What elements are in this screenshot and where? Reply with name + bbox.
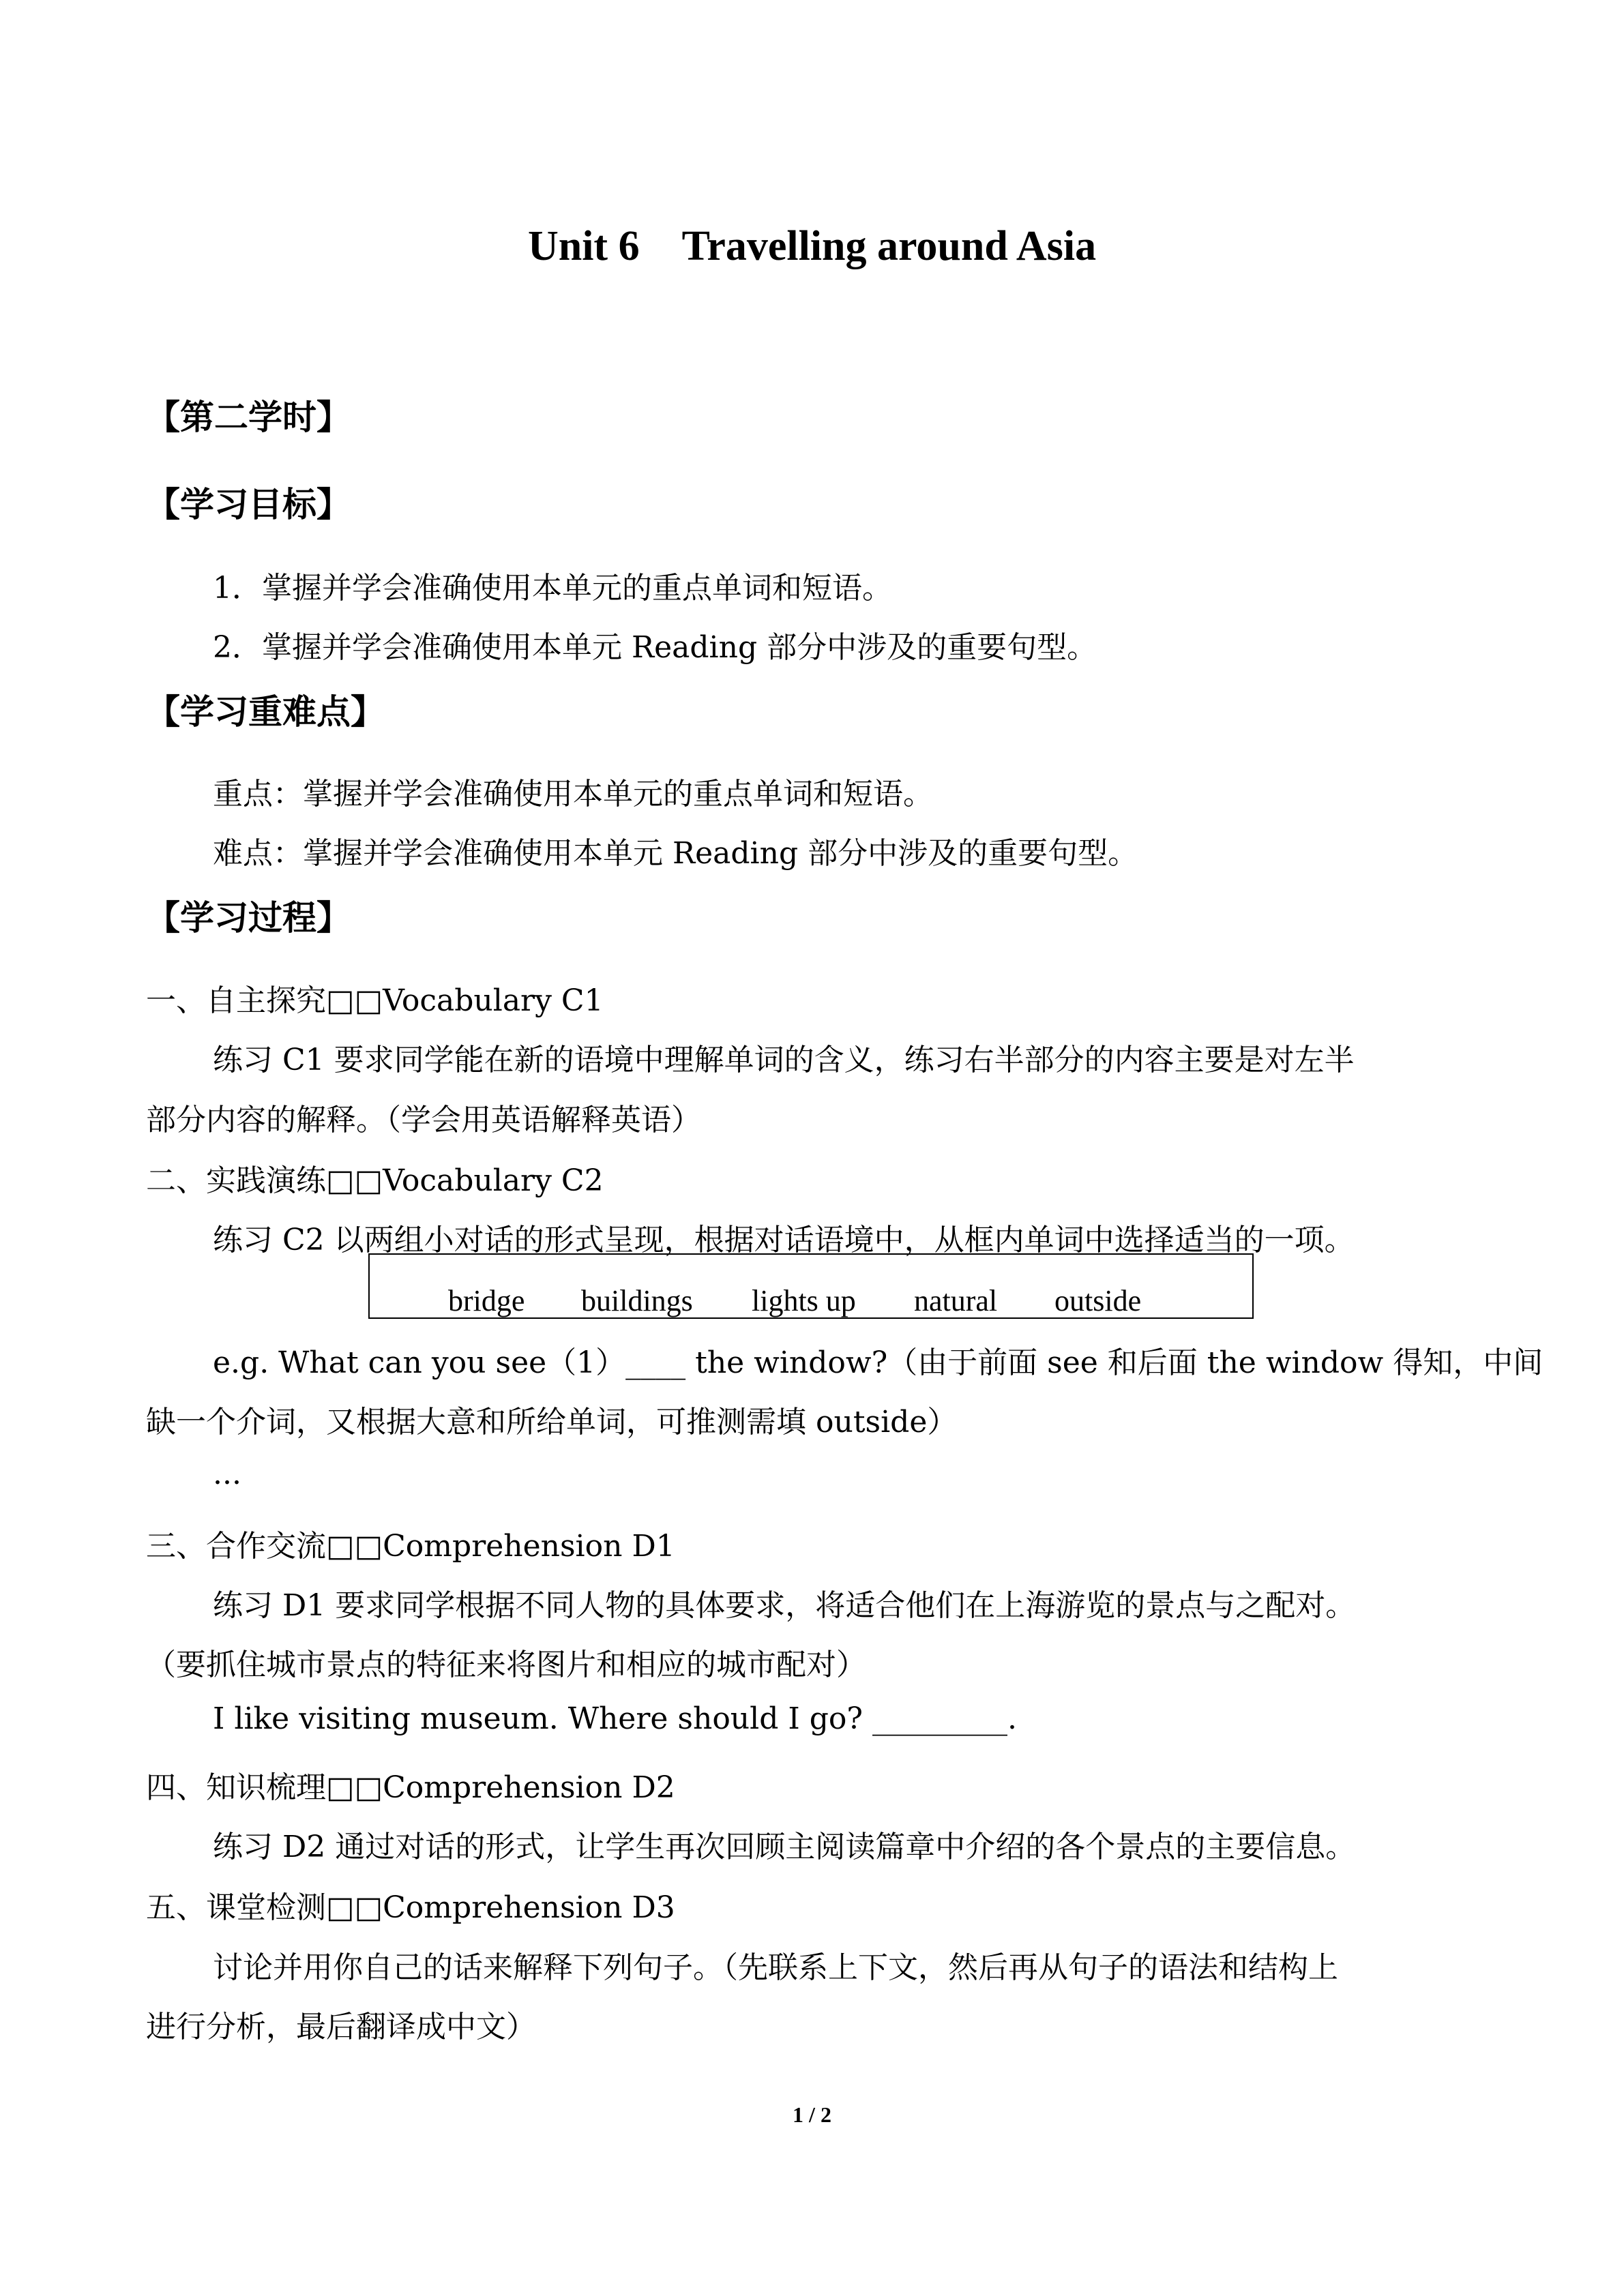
objective-item-2: 2．掌握并学会准确使用本单元 Reading 部分中涉及的重要句型。 <box>213 630 1097 665</box>
section-3-text-cont: （要抓住城市景点的特征来将图片和相应的城市配对） <box>146 1648 866 1682</box>
word-lights-up: lights up <box>752 1284 856 1317</box>
key-points-heading: 【学习重难点】 <box>146 691 385 732</box>
focus-text: 重点：掌握并学会准确使用本单元的重点单词和短语。 <box>213 777 933 811</box>
objective-item-1: 1．掌握并学会准确使用本单元的重点单词和短语。 <box>213 571 892 606</box>
word-bridge: bridge <box>448 1284 525 1317</box>
page-number: 1 / 2 <box>793 2102 831 2127</box>
word-natural: natural <box>914 1284 998 1317</box>
period-heading: 【第二学时】 <box>146 397 351 437</box>
section-1-text-cont: 部分内容的解释。（学会用英语解释英语） <box>146 1103 701 1137</box>
section-2-title: 二、实践演练□□Vocabulary C2 <box>146 1163 604 1198</box>
word-outside: outside <box>1054 1284 1142 1317</box>
section-4-text: 练习 D2 通过对话的形式，让学生再次回顾主阅读篇章中介绍的各个景点的主要信息。 <box>213 1830 1356 1864</box>
section-1-title: 一、自主探究□□Vocabulary C1 <box>146 983 604 1018</box>
page-title: Unit 6 Travelling around Asia <box>527 223 1097 269</box>
objectives-heading: 【学习目标】 <box>146 484 351 524</box>
process-heading: 【学习过程】 <box>146 897 351 938</box>
section-3-title: 三、合作交流□□Comprehension D1 <box>146 1529 675 1564</box>
section-3-question: I like visiting museum. Where should I go? _________. <box>213 1701 1017 1736</box>
word-buildings: buildings <box>581 1284 693 1317</box>
section-5-text: 讨论并用你自己的话来解释下列句子。（先联系上下文，然后再从句子的语法和结构上 <box>213 1950 1338 1985</box>
section-4-title: 四、知识梳理□□Comprehension D2 <box>146 1770 675 1805</box>
section-3-text: 练习 D1 要求同学根据不同人物的具体要求，将适合他们在上海游览的景点与之配对。 <box>213 1588 1356 1623</box>
example-sentence: e.g. What can you see（1）____ the window?（由于前面 see 和后面 the window 得知，中间 <box>213 1345 1544 1380</box>
section-5-text-cont: 进行分析，最后翻译成中文） <box>146 2010 536 2044</box>
ellipsis: ... <box>213 1457 241 1491</box>
section-5-title: 五、课堂检测□□Comprehension D3 <box>146 1890 675 1925</box>
example-sentence-cont: 缺一个介词，又根据大意和所给单词，可推测需填 outside） <box>146 1405 958 1440</box>
section-1-text: 练习 C1 要求同学能在新的语境中理解单词的含义，练习右半部分的内容主要是对左半 <box>213 1043 1355 1077</box>
section-2-text: 练习 C2 以两组小对话的形式呈现，根据对话语境中，从框内单词中选择适当的一项。 <box>213 1223 1355 1257</box>
difficulty-text: 难点：掌握并学会准确使用本单元 Reading 部分中涉及的重要句型。 <box>213 836 1138 871</box>
